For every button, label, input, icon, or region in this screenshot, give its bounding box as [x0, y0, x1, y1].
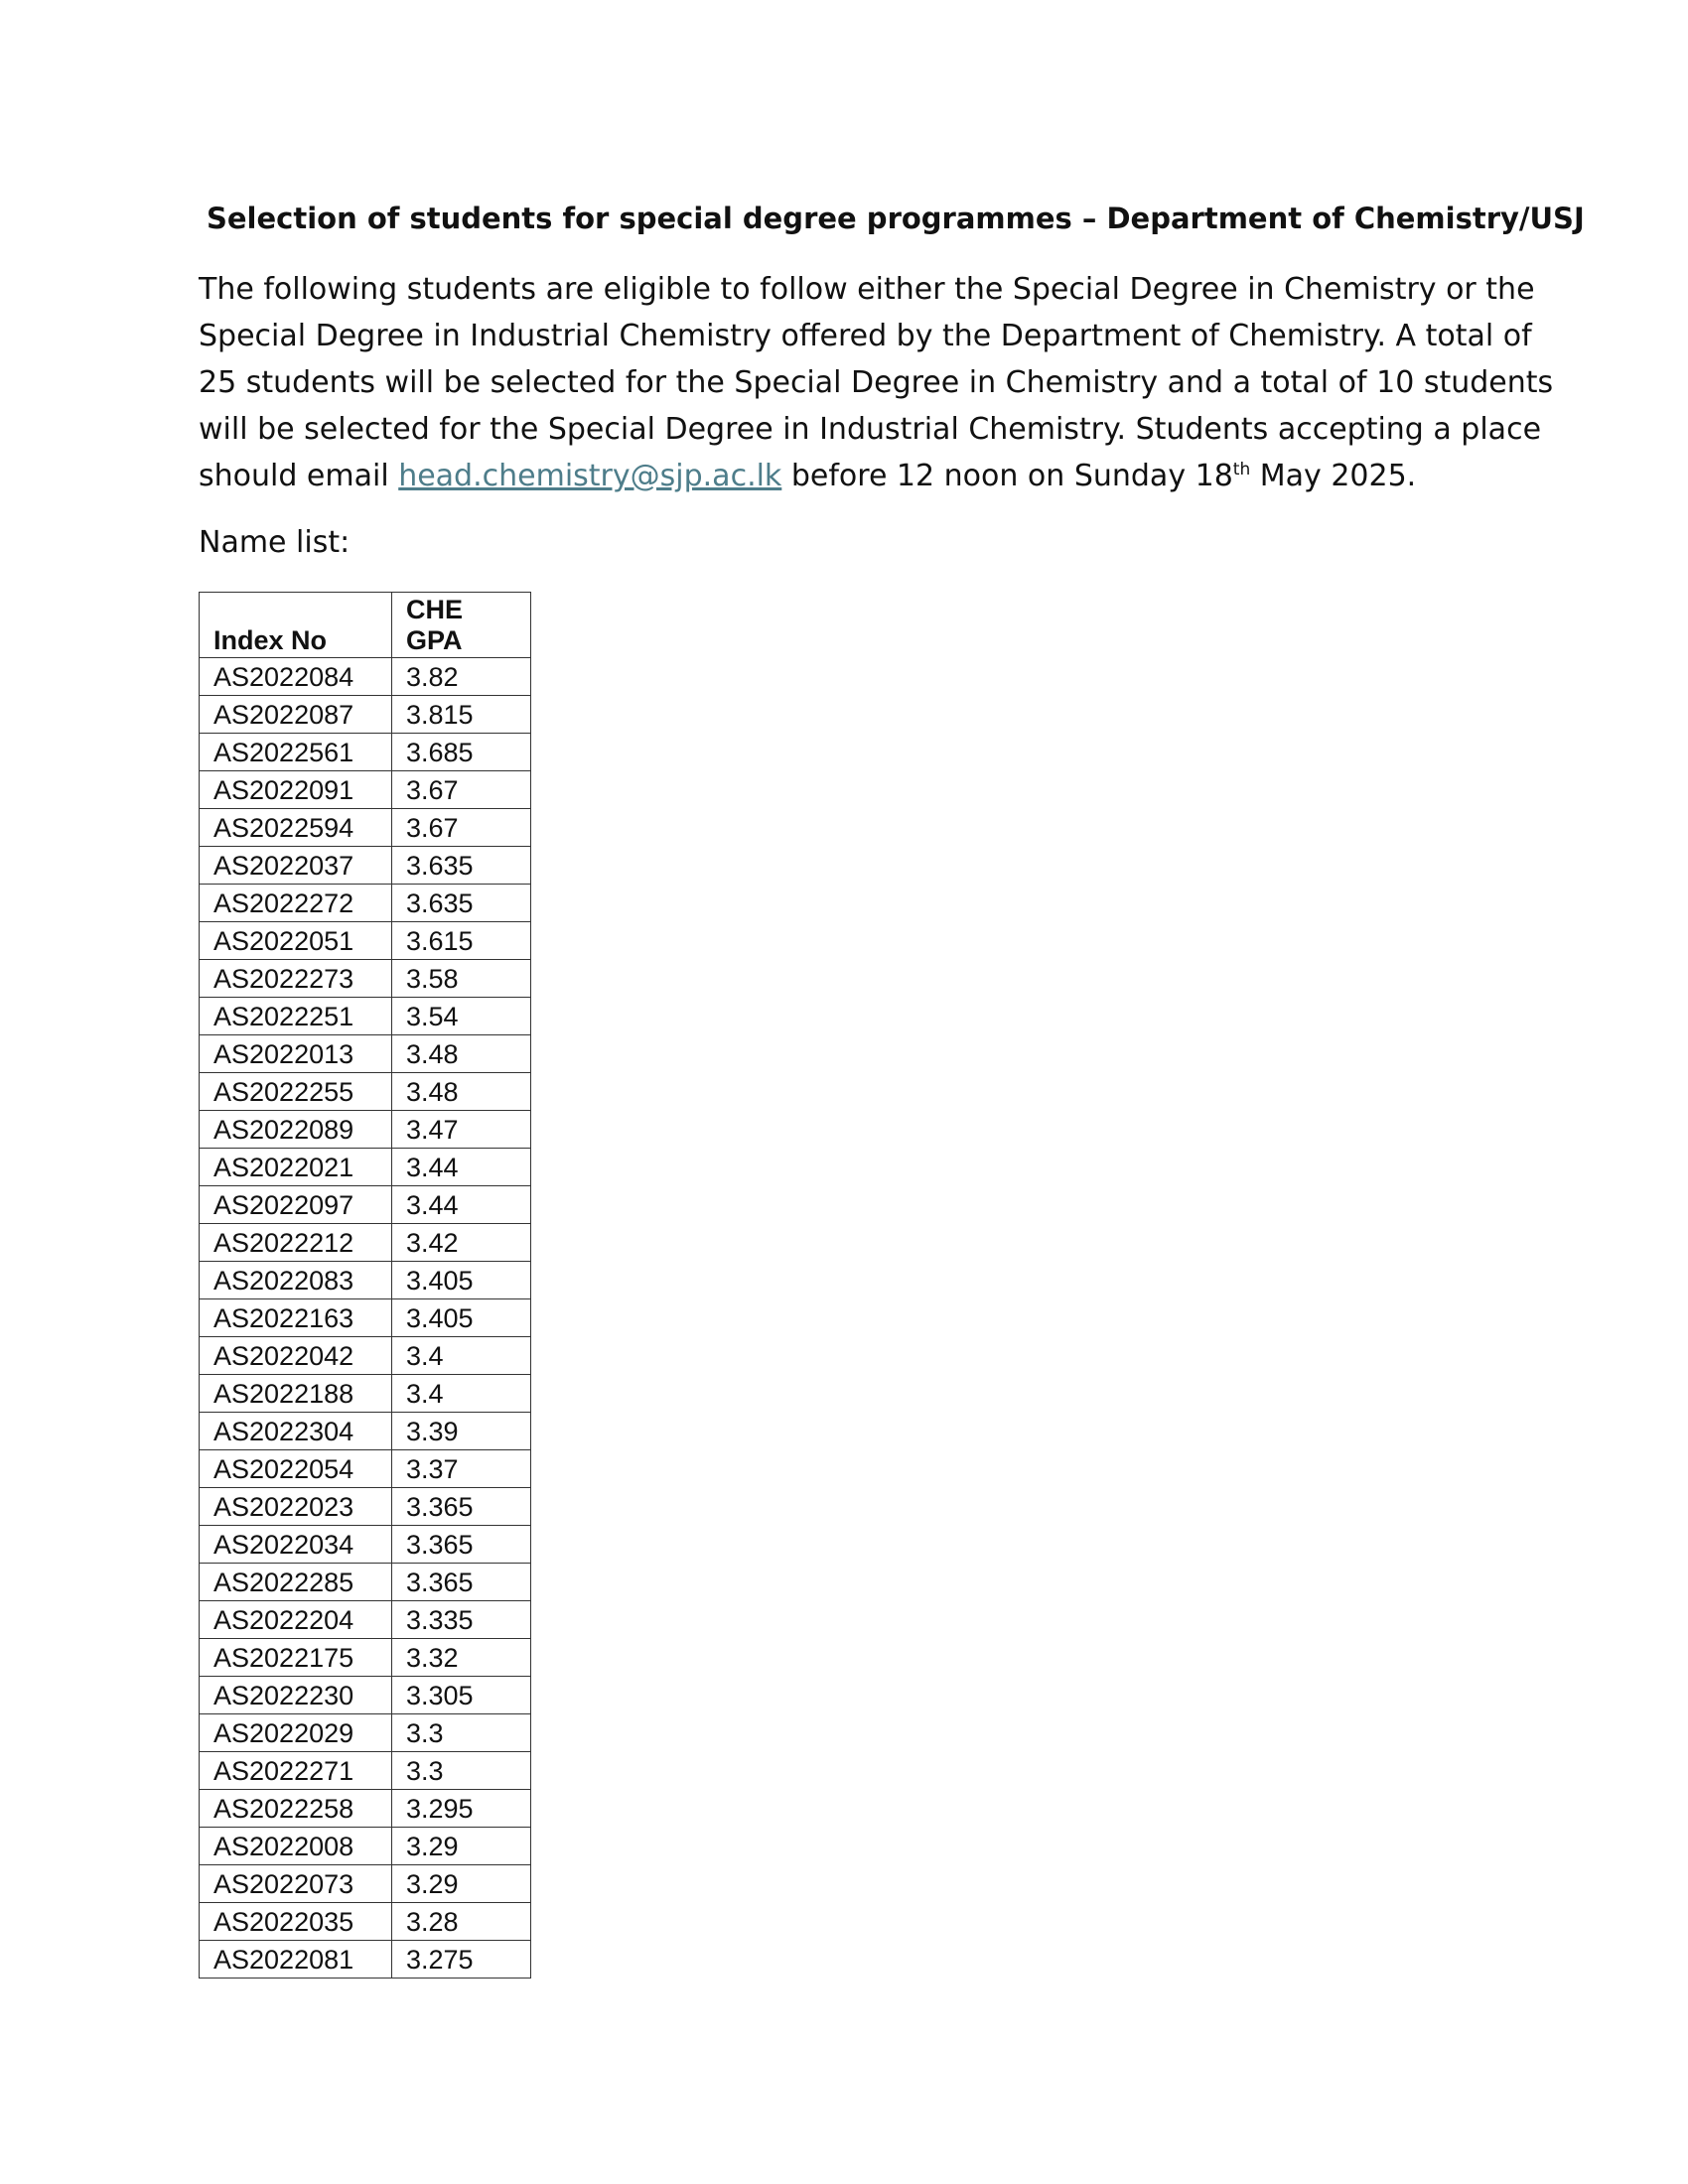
table-row: [200, 1488, 531, 1526]
gpa-cell: 3.37: [392, 1450, 531, 1488]
gpa-cell: 3.47: [392, 1111, 531, 1149]
table-row: [200, 1714, 531, 1752]
index-no-cell: AS2022008: [200, 1828, 392, 1865]
gpa-cell: 3.4: [392, 1375, 531, 1413]
table-row: [200, 1677, 531, 1714]
table-row: [200, 885, 531, 922]
table-row: [200, 1752, 531, 1790]
gpa-cell: 3.305: [392, 1677, 531, 1714]
table-row: [200, 1186, 531, 1224]
index-no-cell: AS2022089: [200, 1111, 392, 1149]
index-no-cell: AS2022021: [200, 1149, 392, 1186]
intro-line: The following students are eligible to follow either the Special Degree in Chemistry or the: [199, 272, 1535, 307]
table-row: [200, 1375, 531, 1413]
intro-line: 25 students will be selected for the Special Degree in Chemistry and a total of 10 students: [199, 365, 1554, 400]
intro-text: should email: [199, 459, 399, 493]
gpa-cell: 3.635: [392, 847, 531, 885]
index-no-cell: AS2022251: [200, 998, 392, 1035]
header-gpa: GPA: [406, 625, 463, 655]
ordinal-superscript: th: [1232, 460, 1251, 479]
gpa-cell: 3.365: [392, 1526, 531, 1564]
table-row: [200, 809, 531, 847]
index-no-cell: AS2022255: [200, 1073, 392, 1111]
index-no-cell: AS2022091: [200, 771, 392, 809]
intro-line-email: [199, 453, 1499, 499]
table-row: [200, 1337, 531, 1375]
index-no-cell: AS2022054: [200, 1450, 392, 1488]
index-no-cell: AS2022081: [200, 1941, 392, 1979]
gpa-cell: 3.3: [392, 1752, 531, 1790]
gpa-cell: 3.365: [392, 1488, 531, 1526]
table-row: [200, 734, 531, 771]
index-no-cell: AS2022073: [200, 1865, 392, 1903]
index-no-cell: AS2022037: [200, 847, 392, 885]
index-no-cell: AS2022204: [200, 1601, 392, 1639]
header-che: CHE: [406, 595, 464, 624]
index-no-cell: AS2022013: [200, 1035, 392, 1073]
table-row: [200, 771, 531, 809]
intro-text: before 12 noon on Sunday 18: [781, 459, 1233, 493]
intro-text: May 2025.: [1250, 459, 1417, 493]
gpa-cell: 3.275: [392, 1941, 531, 1979]
table-row: [200, 1790, 531, 1828]
table-row: [200, 1639, 531, 1677]
index-no-cell: AS2022042: [200, 1337, 392, 1375]
index-no-cell: AS2022175: [200, 1639, 392, 1677]
index-no-cell: AS2022188: [200, 1375, 392, 1413]
table-row: [200, 658, 531, 696]
table-row: [200, 1149, 531, 1186]
table-row: [200, 1035, 531, 1073]
gpa-cell: 3.405: [392, 1262, 531, 1299]
gpa-cell: 3.67: [392, 809, 531, 847]
gpa-cell: 3.815: [392, 696, 531, 734]
gpa-cell: 3.67: [392, 771, 531, 809]
gpa-cell: 3.32: [392, 1639, 531, 1677]
table-row: [200, 1865, 531, 1903]
index-no-cell: AS2022097: [200, 1186, 392, 1224]
gpa-cell: 3.335: [392, 1601, 531, 1639]
gpa-cell: 3.365: [392, 1564, 531, 1601]
gpa-cell: 3.48: [392, 1073, 531, 1111]
index-no-cell: AS2022258: [200, 1790, 392, 1828]
document-title: Selection of students for special degree programmes – Department of Chemistry/USJ: [207, 202, 1585, 235]
gpa-cell: 3.44: [392, 1186, 531, 1224]
index-no-cell: AS2022034: [200, 1526, 392, 1564]
intro-line: Special Degree in Industrial Chemistry offered by the Department of Chemistry. A total of: [199, 319, 1532, 353]
gpa-cell: 3.295: [392, 1790, 531, 1828]
table-row: [200, 1299, 531, 1337]
gpa-cell: 3.82: [392, 658, 531, 696]
gpa-cell: 3.54: [392, 998, 531, 1035]
intro-paragraph: [199, 266, 1554, 499]
index-no-cell: AS2022163: [200, 1299, 392, 1337]
gpa-cell: 3.405: [392, 1299, 531, 1337]
gpa-cell: 3.28: [392, 1903, 531, 1941]
index-no-cell: AS2022272: [200, 885, 392, 922]
gpa-cell: 3.39: [392, 1413, 531, 1450]
gpa-cell: 3.42: [392, 1224, 531, 1262]
table-row: [200, 847, 531, 885]
table-row: [200, 1224, 531, 1262]
index-no-cell: AS2022083: [200, 1262, 392, 1299]
index-no-cell: AS2022084: [200, 658, 392, 696]
index-no-cell: AS2022087: [200, 696, 392, 734]
table-header-row: [200, 593, 531, 658]
table-row: [200, 1526, 531, 1564]
table-row: [200, 1450, 531, 1488]
index-no-cell: AS2022212: [200, 1224, 392, 1262]
table-row: [200, 1111, 531, 1149]
index-no-cell: AS2022051: [200, 922, 392, 960]
gpa-table: [199, 592, 531, 1979]
gpa-cell: 3.48: [392, 1035, 531, 1073]
index-no-cell: AS2022035: [200, 1903, 392, 1941]
table-row: [200, 1413, 531, 1450]
header-index-no: Index No: [200, 593, 392, 658]
index-no-cell: AS2022023: [200, 1488, 392, 1526]
table-row: [200, 960, 531, 998]
table-row: [200, 998, 531, 1035]
index-no-cell: AS2022273: [200, 960, 392, 998]
header-che-gpa: [392, 593, 531, 658]
gpa-cell: 3.3: [392, 1714, 531, 1752]
gpa-cell: 3.635: [392, 885, 531, 922]
intro-line: will be selected for the Special Degree in Industrial Chemistry. Students accepting a place: [199, 412, 1542, 447]
table-row: [200, 1564, 531, 1601]
table-row: [200, 696, 531, 734]
index-no-cell: AS2022285: [200, 1564, 392, 1601]
index-no-cell: AS2022304: [200, 1413, 392, 1450]
table-row: [200, 1262, 531, 1299]
gpa-cell: 3.29: [392, 1828, 531, 1865]
gpa-cell: 3.44: [392, 1149, 531, 1186]
index-no-cell: AS2022029: [200, 1714, 392, 1752]
index-no-cell: AS2022594: [200, 809, 392, 847]
table-row: [200, 1073, 531, 1111]
name-list-label: Name list:: [199, 525, 351, 560]
gpa-cell: 3.685: [392, 734, 531, 771]
table-row: [200, 922, 531, 960]
table-row: [200, 1941, 531, 1979]
table-body: [200, 658, 531, 1979]
gpa-cell: 3.4: [392, 1337, 531, 1375]
gpa-cell: 3.58: [392, 960, 531, 998]
table-row: [200, 1828, 531, 1865]
table-row: [200, 1601, 531, 1639]
index-no-cell: AS2022230: [200, 1677, 392, 1714]
email-link[interactable]: head.chemistry@sjp.ac.lk: [398, 459, 782, 493]
index-no-cell: AS2022271: [200, 1752, 392, 1790]
gpa-cell: 3.615: [392, 922, 531, 960]
table-row: [200, 1903, 531, 1941]
index-no-cell: AS2022561: [200, 734, 392, 771]
gpa-cell: 3.29: [392, 1865, 531, 1903]
